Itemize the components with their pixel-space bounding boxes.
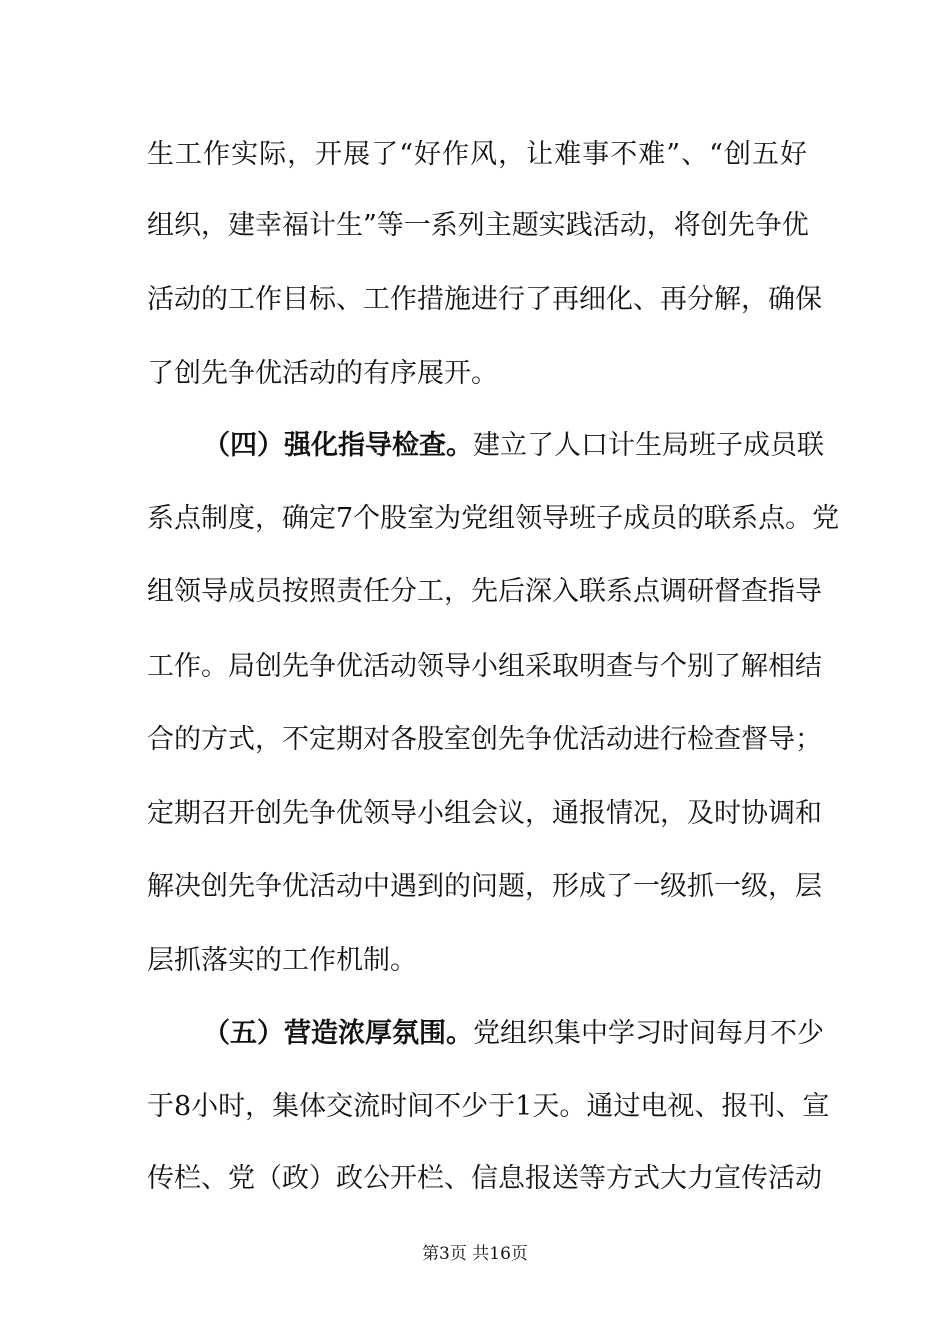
section-5-heading: （五）营造浓厚氛围。 xyxy=(203,1018,473,1049)
section-4-first-line xyxy=(147,429,824,463)
body-text-line: 组领导成员按照责任分工，先后深入联系点调研督查指导 xyxy=(147,576,822,607)
body-text-line: 了创先争优活动的有序展开。 xyxy=(147,358,498,389)
body-text-line: 合的方式，不定期对各股室创先争优活动进行检查督导； xyxy=(147,724,822,755)
body-text-line: 定期召开创先争优领导小组会议，通报情况，及时协调和 xyxy=(147,798,822,829)
section-5-first-line xyxy=(147,1017,824,1051)
body-text-line: 层抓落实的工作机制。 xyxy=(147,945,417,976)
section-5-first-line-text: 党组织集中学习时间每月不少 xyxy=(473,1018,824,1049)
page-number-footer: 第3页 共16页 xyxy=(422,1244,528,1264)
body-text-line: 工作。局创先争优活动领导小组采取明查与个别了解相结 xyxy=(147,651,822,682)
body-text-line: 解决创先争优活动中遇到的问题，形成了一级抓一级，层 xyxy=(147,871,822,902)
section-4-heading: （四）强化指导检查。 xyxy=(203,430,473,461)
body-text-line: 生工作实际，开展了“好作风，让难事不难”、“创五好 xyxy=(147,139,807,170)
body-text-line: 组织，建幸福计生”等一系列主题实践活动，将创先争优 xyxy=(147,210,809,241)
section-4-first-line-text: 建立了人口计生局班子成员联 xyxy=(473,430,824,461)
body-text-line: 于8小时，集体交流时间不少于1天。通过电视、报刊、宣 xyxy=(147,1091,830,1122)
body-text-line: 系点制度，确定7个股室为党组领导班子成员的联系点。党 xyxy=(147,503,840,534)
body-text-line: 传栏、党（政）政公开栏、信息报送等方式大力宣传活动 xyxy=(147,1163,822,1194)
body-text-line: 活动的工作目标、工作措施进行了再细化、再分解，确保 xyxy=(147,284,822,315)
